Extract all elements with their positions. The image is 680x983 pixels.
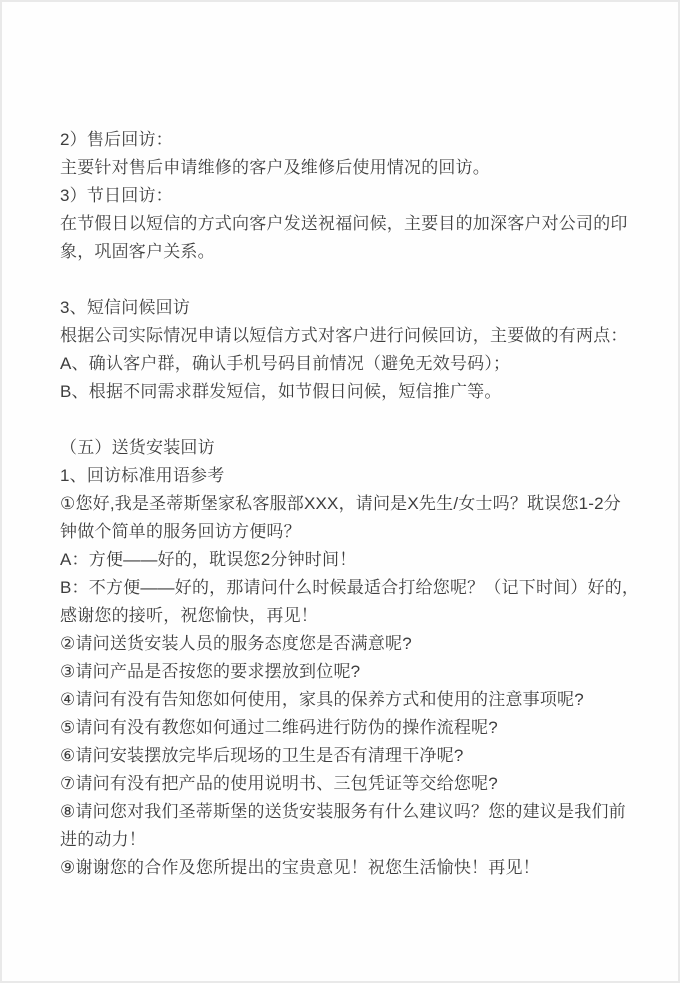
section-heading: （五）送货安装回访: [60, 438, 215, 457]
list-item: ③请问产品是否按您的要求摆放到位呢?: [60, 662, 361, 681]
document-text-block: [60, 126, 640, 882]
paragraph-line: 象，巩固客户关系。: [60, 242, 215, 261]
section-heading: 3、短信问候回访: [60, 298, 191, 317]
paragraph-line: 感谢您的接听，祝您愉快，再见！: [60, 606, 318, 625]
list-item: B：不方便——好的，那请问什么时候最适合打给您呢？（记下时间）好的，: [60, 578, 640, 597]
list-item: B、根据不同需求群发短信，如节假日问候，短信推广等。: [60, 382, 502, 401]
list-item: A、确认客户群，确认手机号码目前情况（避免无效号码）；: [60, 354, 511, 373]
paragraph-line: 进的动力！: [60, 830, 146, 849]
list-item: ⑥请问安装摆放完毕后现场的卫生是否有清理干净呢?: [60, 746, 464, 765]
list-item: ⑦请问有没有把产品的使用说明书、三包凭证等交给您呢?: [60, 774, 498, 793]
paragraph-line: 钟做个简单的服务回访方便吗？: [60, 522, 301, 541]
paragraph-line: 在节假日以短信的方式向客户发送祝福问候，主要目的加深客户对公司的印: [60, 214, 628, 233]
list-item: A：方便——好的，耽误您2分钟时间！: [60, 550, 357, 569]
list-item: ②请问送货安装人员的服务态度您是否满意呢?: [60, 634, 412, 653]
paragraph-line: ①您好,我是圣蒂斯堡家私客服部XXX，请问是X先生/女士吗？耽误您1-2分: [60, 494, 622, 513]
section-heading: 1、回访标准用语参考: [60, 466, 225, 485]
section-heading: 2）售后回访：: [60, 130, 173, 149]
list-item: ④请问有没有告知您如何使用，家具的保养方式和使用的注意事项呢?: [60, 690, 584, 709]
paragraph-line: 根据公司实际情况申请以短信方式对客户进行问候回访，主要做的有两点：: [60, 326, 628, 345]
paragraph-line: 主要针对售后申请维修的客户及维修后使用情况的回访。: [60, 158, 490, 177]
list-item: ⑤请问有没有教您如何通过二维码进行防伪的操作流程呢?: [60, 718, 498, 737]
list-item: ⑨谢谢您的合作及您所提出的宝贵意见！祝您生活愉快！再见！: [60, 858, 540, 877]
list-item: ⑧请问您对我们圣蒂斯堡的送货安装服务有什么建议吗？您的建议是我们前: [60, 802, 626, 821]
section-heading: 3）节日回访：: [60, 186, 173, 205]
